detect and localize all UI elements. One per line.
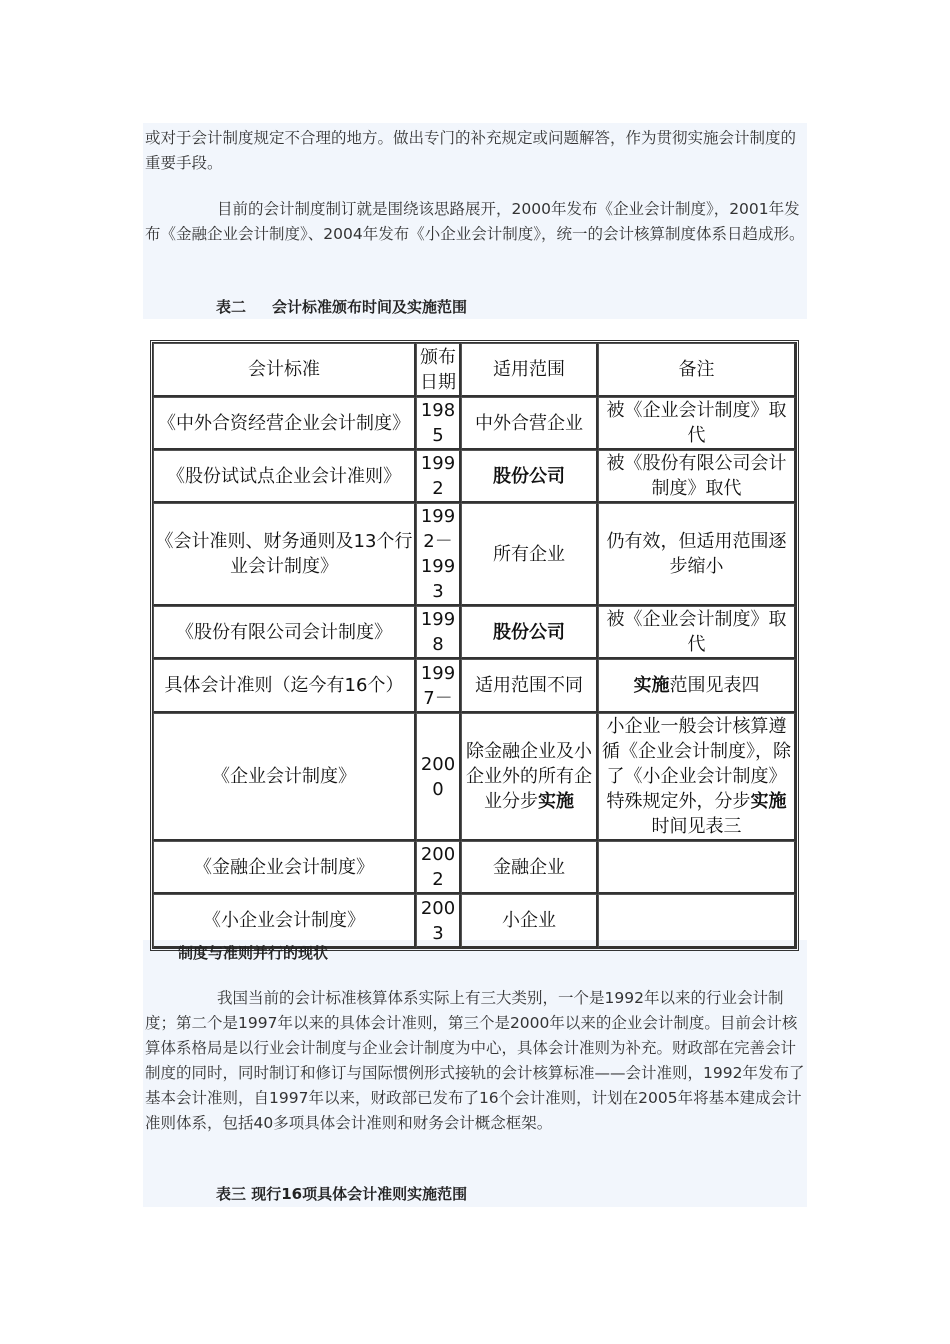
table2-caption-title: 会计标准颁布时间及实施范围	[272, 298, 468, 316]
cell-date: 1992	[416, 450, 461, 503]
note-bold: 实施	[750, 791, 787, 812]
cell-standard: 《股份试试点企业会计准则》	[153, 450, 416, 503]
cell-standard: 《会计准则、财务通则及13个行业会计制度》	[153, 503, 416, 606]
note-bold: 实施	[633, 675, 670, 696]
table-row	[153, 450, 796, 503]
cell-note: 仍有效，但适用范围逐步缩小	[598, 503, 796, 606]
cell-note	[598, 713, 796, 841]
cell-note: 被《企业会计制度》取代	[598, 397, 796, 450]
header-cell: 会计标准	[153, 343, 416, 397]
cell-note: 被《企业会计制度》取代	[598, 606, 796, 659]
note-text: 时间见表三	[651, 816, 742, 837]
table2-caption-label: 表二	[216, 298, 247, 316]
cell-scope: 股份公司	[461, 450, 598, 503]
note-text: 范围见表四	[669, 675, 760, 696]
standards-table	[150, 340, 799, 951]
section-heading: 制度与准则并行的现状	[178, 944, 329, 962]
scope-bold: 实施	[538, 791, 574, 812]
cell-scope: 中外合营企业	[461, 397, 598, 450]
cell-date: 1992－1993	[416, 503, 461, 606]
cell-note	[598, 659, 796, 713]
cell-scope: 股份公司	[461, 606, 598, 659]
cell-date: 2000	[416, 713, 461, 841]
cell-standard: 《股份有限公司会计制度》	[153, 606, 416, 659]
paragraph-2: 目前的会计制度制订就是围绕该思路展开，2000年发布《企业会计制度》，2001年发布《金融企业会计制度》、2004年发布《小企业会计制度》，统一的会计核算制度体系日趋成形。	[145, 200, 805, 243]
table-row	[153, 713, 796, 841]
paragraph-3: 我国当前的会计标准核算体系实际上有三大类别，一个是1992年以来的行业会计制度；第二个是1997年以来的具体会计准则，第三个是2000年以来的企业会计制度。目前会计核算体系格局是以行业会计制度与企业会计制度为中心，具体会计准则为补充。财政部在完善会计制度的同时，同时制订和修订与国际惯例形式接轨的会计核算标准——会计准则，1992年发布了基本会计准则，自1997年以来，财政部已发布了16个会计准则，计划在2005年将基本建成会计准则体系，包括40多项具体会计准则和财务会计概念框架。	[145, 989, 805, 1132]
cell-note	[598, 841, 796, 894]
header-cell: 颁布日期	[416, 343, 461, 397]
cell-date: 2003	[416, 894, 461, 948]
scope-text: 除金融企业及小企业外的所有企业分步	[466, 741, 592, 812]
note-text: 小企业一般会计核算遵循《企业会计制度》，除了《小企业会计制度》特殊规定外，分步	[602, 716, 791, 812]
cell-scope: 适用范围不同	[461, 659, 598, 713]
table-row	[153, 606, 796, 659]
header-cell: 适用范围	[461, 343, 598, 397]
header-cell: 备注	[598, 343, 796, 397]
cell-standard: 具体会计准则（迄今有16个）	[153, 659, 416, 713]
table-row	[153, 841, 796, 894]
table2-caption	[216, 296, 467, 317]
table-row	[153, 894, 796, 948]
cell-note: 被《股份有限公司会计制度》取代	[598, 450, 796, 503]
paragraph-1: 或对于会计制度规定不合理的地方。做出专门的补充规定或问题解答，作为贯彻实施会计制度的重要手段。	[145, 129, 797, 172]
cell-scope	[461, 713, 598, 841]
table-row	[153, 397, 796, 450]
table-header-row	[153, 343, 796, 397]
cell-date: 2002	[416, 841, 461, 894]
cell-standard: 《小企业会计制度》	[153, 894, 416, 948]
cell-scope: 所有企业	[461, 503, 598, 606]
cell-date: 1985	[416, 397, 461, 450]
cell-scope: 小企业	[461, 894, 598, 948]
cell-standard: 《企业会计制度》	[153, 713, 416, 841]
table3-caption: 表三 现行16项具体会计准则实施范围	[216, 1185, 468, 1203]
cell-date: 1998	[416, 606, 461, 659]
table-row	[153, 659, 796, 713]
cell-note	[598, 894, 796, 948]
table-row	[153, 503, 796, 606]
cell-scope: 金融企业	[461, 841, 598, 894]
cell-date: 1997－	[416, 659, 461, 713]
cell-standard: 《金融企业会计制度》	[153, 841, 416, 894]
cell-standard: 《中外合资经营企业会计制度》	[153, 397, 416, 450]
